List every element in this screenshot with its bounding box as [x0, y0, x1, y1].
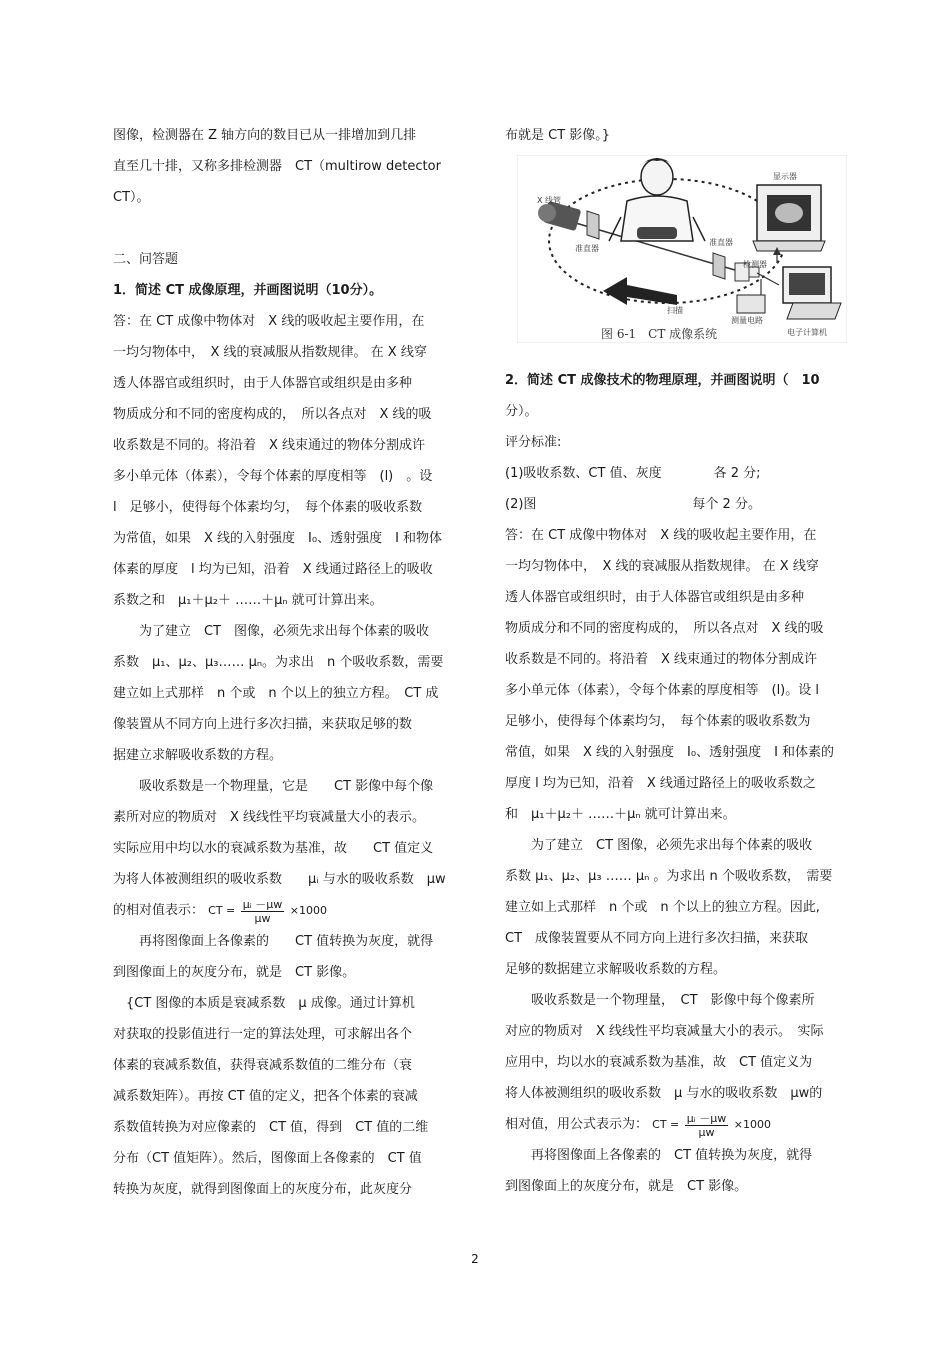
text-line: 物质成分和不同的密度构成的， 所以各点对 X 线的吸 [113, 407, 432, 422]
text-line: 系数 μ₁、μ₂、μ₃…… μₙ。为求出 n 个吸收系数，需要 [113, 655, 444, 670]
ct-formula [652, 1109, 771, 1140]
text-line: 透人体器官或组织时，由于人体器官或组织是由多种 [113, 376, 413, 391]
text-fragment: 相对值，用公式表示为： [505, 1117, 649, 1132]
label-measure-circuit: 测量电路 [731, 316, 763, 325]
text-line: 吸收系数是一个物理量， CT 影像中每个像素所 [505, 993, 815, 1008]
measure-circuit-icon [737, 295, 765, 313]
text-line: 足够的数据建立求解吸收系数的方程。 [505, 962, 727, 977]
text-line: 系数之和 μ₁＋μ₂＋ ……＋μₙ 就可计算出来。 [113, 593, 383, 608]
text-line: CT）。 [113, 190, 150, 205]
text-line: 一均匀物体中， X 线的衰减服从指数规律。 在 X 线穿 [505, 559, 819, 574]
text-line: 到图像面上的灰度分布，就是 CT 影像。 [505, 1179, 748, 1194]
text-line: 到图像面上的灰度分布，就是 CT 影像。 [113, 965, 356, 980]
text-line: 为常值，如果 X 线的入射强度 I₀、透射强度 I 和物体 [113, 531, 443, 546]
text-line: 系数值转换为对应像素的 CT 值，得到 CT 值的二维 [113, 1120, 429, 1135]
text-line: 体素的衰减系数值，获得衰减系数值的二维分布（衰 [113, 1058, 413, 1073]
text-line: 物质成分和不同的密度构成的， 所以各点对 X 线的吸 [505, 621, 824, 636]
formula-denominator: μw [698, 1125, 715, 1139]
label-collimator-left: 准直器 [575, 244, 599, 253]
text-line: 收系数是不同的。将沿着 X 线束通过的物体分割成许 [113, 438, 426, 453]
formula-line [505, 1109, 857, 1140]
label-collimator-right: 准直器 [709, 238, 733, 247]
text-line: 再将图像面上各像素的 CT 值转换为灰度，就得 [505, 1148, 813, 1163]
section-heading: 二、问答题 [113, 252, 179, 267]
text-line: 图像，检测器在 Z 轴方向的数目已从一排增加到几排 [113, 128, 417, 143]
text-line: CT 成像装置要从不同方向上进行多次扫描，来获取 [505, 931, 809, 946]
formula-lhs: CT = [208, 904, 236, 917]
label-computer: 电子计算机 [787, 328, 827, 337]
text-line: 评分标准: [505, 435, 562, 450]
text-fragment: 的相对值表示： [113, 903, 205, 918]
text-line: 常值，如果 X 线的入射强度 I₀、透射强度 I 和体素的 [505, 745, 835, 760]
text-line: 像装置从不同方向上进行多次扫描，来获取足够的数 [113, 717, 413, 732]
text-line: {CT 图像的本质是衰减系数 μ 成像。通过计算机 [113, 996, 415, 1011]
display-icon [753, 185, 825, 251]
text-line: 为了建立 CT 图像，必须先求出每个体素的吸收 [505, 838, 813, 853]
text-line: 再将图像面上各像素的 CT 值转换为灰度，就得 [113, 934, 434, 949]
text-line: 为了建立 CT 图像，必须先求出每个体素的吸收 [113, 624, 430, 639]
text-line: 吸收系数是一个物理量，它是 CT 影像中每个像 [113, 779, 434, 794]
text-line: 应用中，均以水的衰减系数为基准，故 CT 值定义为 [505, 1055, 813, 1070]
text-line: 答：在 CT 成像中物体对 X 线的吸收起主要作用，在 [113, 314, 425, 329]
formula-factor: ×1000 [733, 1118, 771, 1131]
collimator-right-icon [713, 253, 725, 279]
text-line: 转换为灰度，就得到图像面上的灰度分布，此灰度分 [113, 1182, 413, 1197]
formula-fraction [241, 898, 284, 925]
text-line: 减系数矩阵）。再按 CT 值的定义，把各个体素的衰减 [113, 1089, 418, 1104]
label-xray-tube: X 线管 [537, 196, 562, 205]
question-2: 2．简述 CT 成像技术的物理原理，并画图说明（ 10 [505, 373, 820, 388]
text-line: 分）。 [505, 404, 538, 419]
question-1: 1．简述 CT 成像原理，并画图说明（10分）。 [113, 283, 383, 298]
figure-caption: 图 6-1 CT 成像系统 [601, 327, 718, 341]
formula-line [113, 895, 478, 926]
label-scan: 扫描 [667, 306, 683, 315]
text-line: 据建立求解吸收系数的方程。 [113, 748, 283, 763]
text-line: 和 μ₁＋μ₂＋ ……＋μₙ 就可计算出来。 [505, 807, 736, 822]
label-detector: 检测器 [743, 260, 767, 269]
text-line: 分布（CT 值矩阵）。然后，图像面上各像素的 CT 值 [113, 1151, 422, 1166]
text-line: 建立如上式那样 n 个或 n 个以上的独立方程。 CT 成 [113, 686, 439, 701]
right-column [505, 120, 857, 1202]
text-line: 多小单元体（体素），令每个体素的厚度相等 (l) 。设 [113, 469, 433, 484]
text-line: 直至几十排，又称多排检测器 CT（multirow detector [113, 159, 441, 174]
collimator-left-icon [587, 211, 599, 239]
text-line: 收系数是不同的。将沿着 X 线束通过的物体分割成许 [505, 652, 818, 667]
formula-fraction [685, 1112, 728, 1139]
text-line: 布就是 CT 影像。} [505, 128, 611, 143]
text-line: 将人体被测组织的吸收系数 μ 与水的吸收系数 μw的 [505, 1086, 823, 1101]
page-number: 2 [471, 1252, 479, 1266]
text-line: 足够小，使得每个体素均匀， 每个体素的吸收系数为 [505, 714, 811, 729]
formula-denominator: μw [254, 911, 271, 925]
text-line: 答：在 CT 成像中物体对 X 线的吸收起主要作用，在 [505, 528, 817, 543]
text-line: l 足够小，使得每个体素均匀， 每个体素的吸收系数 [113, 500, 423, 515]
text-line: 建立如上式那样 n 个或 n 个以上的独立方程。因此, [505, 900, 820, 915]
text-line: 透人体器官或组织时，由于人体器官或组织是由多种 [505, 590, 805, 605]
text-line: 体素的厚度 l 均为已知，沿着 X 线通过路径上的吸收 [113, 562, 433, 577]
text-line: (2)图 每个 2 分。 [505, 497, 761, 512]
text-line: 厚度 l 均为已知，沿着 X 线通过路径上的吸收系数之 [505, 776, 816, 791]
text-line: 系数 μ₁、μ₂、μ₃ …… μₙ 。为求出 n 个吸收系数， 需要 [505, 869, 833, 884]
text-line: 素所对应的物质对 X 线线性平均衰减量大小的表示。 [113, 810, 426, 825]
ct-formula [208, 895, 327, 926]
text-line: 对应的物质对 X 线线性平均衰减量大小的表示。 实际 [505, 1024, 824, 1039]
formula-numerator: μᵢ －μw [242, 897, 283, 911]
text-line: 实际应用中均以水的衰减系数为基准，故 CT 值定义 [113, 841, 434, 856]
formula-factor: ×1000 [289, 904, 327, 917]
text-line: 对获取的投影值进行一定的算法处理，可求解出各个 [113, 1027, 413, 1042]
formula-lhs: CT = [652, 1118, 680, 1131]
ct-system-figure [517, 155, 847, 343]
left-column [113, 120, 478, 1205]
text-line: 为将人体被测组织的吸收系数 μᵢ 与水的吸收系数 μw [113, 872, 446, 887]
formula-numerator: μᵢ －μw [686, 1111, 727, 1125]
text-line: 一均匀物体中， X 线的衰减服从指数规律。 在 X 线穿 [113, 345, 427, 360]
text-line: (1)吸收系数、CT 值、灰度 各 2 分; [505, 466, 761, 481]
text-line: 多小单元体（体素），令每个体素的厚度相等 (l)。设 l [505, 683, 819, 698]
label-display: 显示器 [773, 172, 797, 181]
